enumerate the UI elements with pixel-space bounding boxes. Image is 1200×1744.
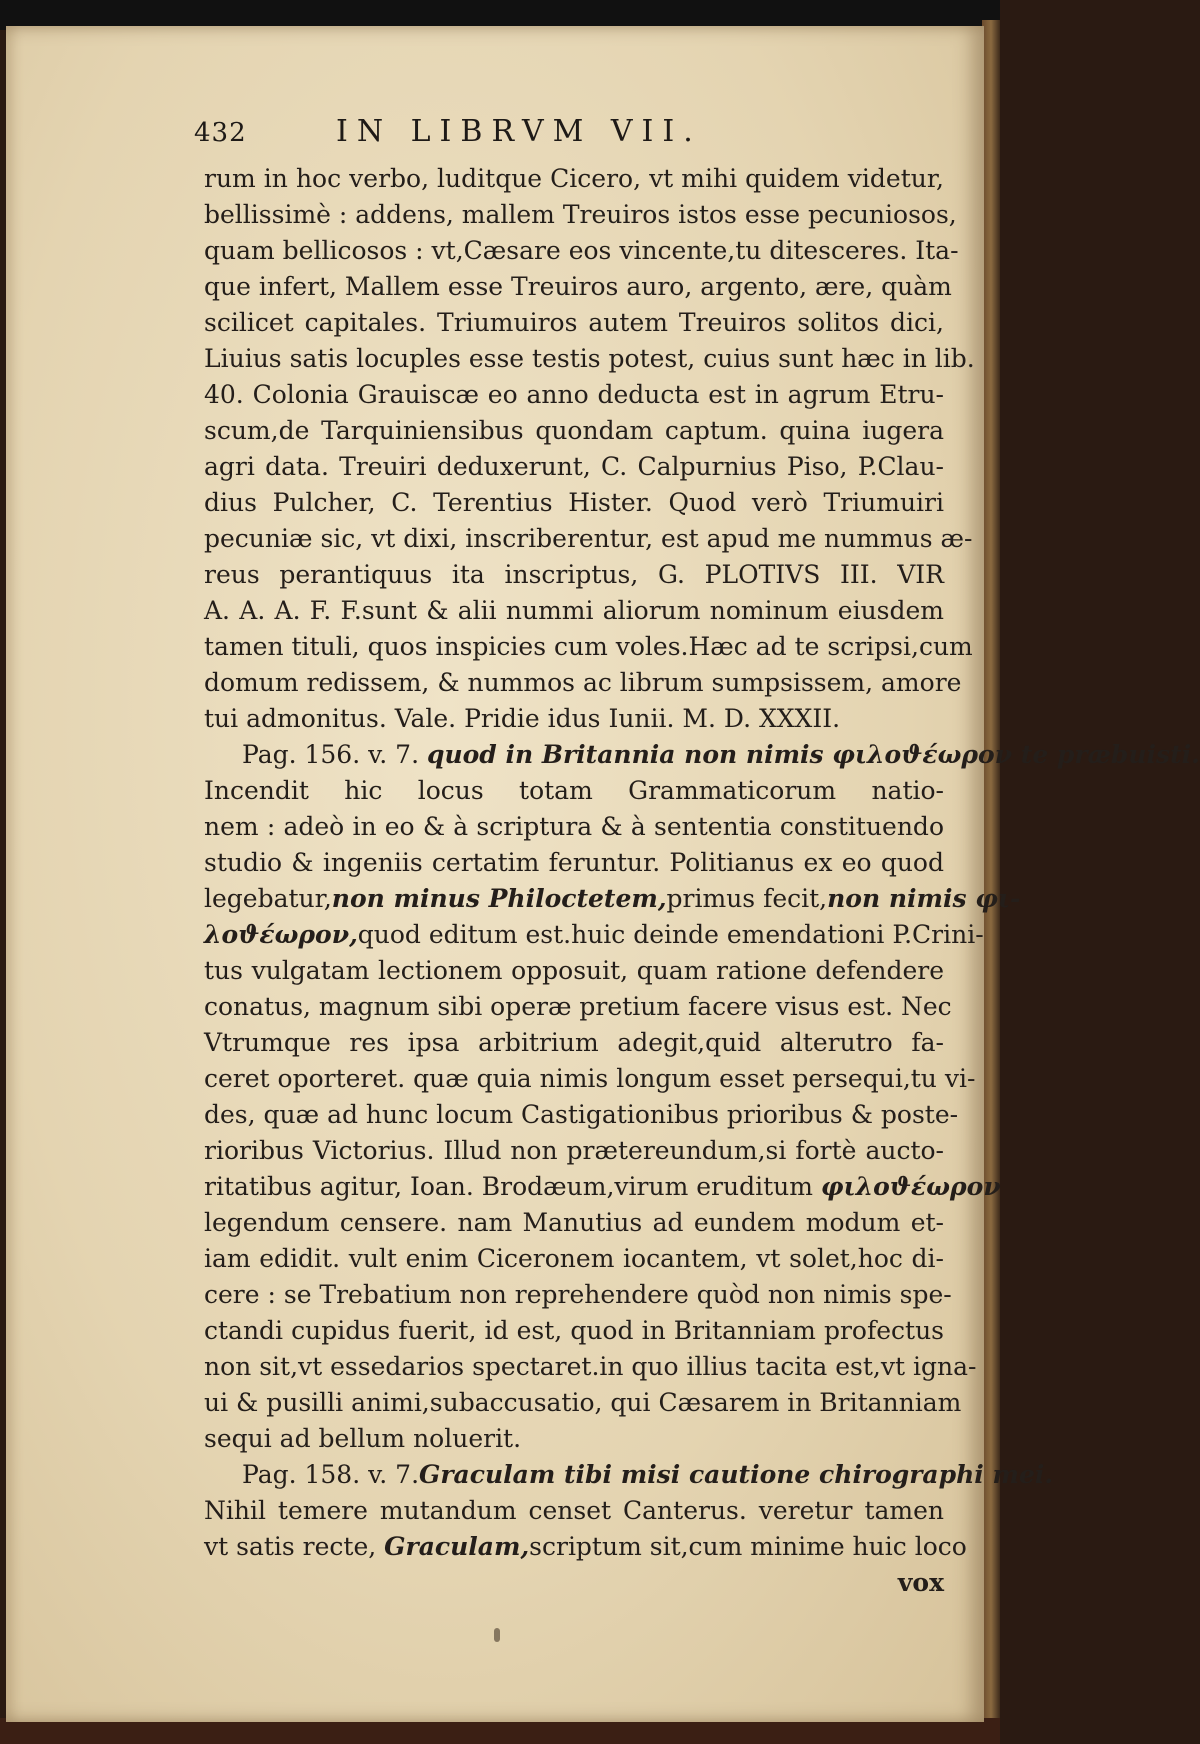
note-heading bbox=[204, 1457, 1054, 1493]
note-heading bbox=[204, 737, 1200, 773]
text-line: rioribus Victorius. Illud non prætereundum,si fortè aucto- bbox=[204, 1136, 944, 1165]
text-line: tui admonitus. Vale. Pridie idus Iunii. M. D. XXXII. bbox=[204, 704, 841, 733]
text-line: ctandi cupidus fuerit, id est, quod in Britanniam profectus bbox=[204, 1316, 944, 1345]
text-line: domum redissem, & nummos ac librum sumpsissem, amore bbox=[204, 668, 962, 697]
text-line bbox=[204, 917, 984, 953]
text-line: bellissimè : addens, mallem Treuiros istos esse pecuniosos, bbox=[204, 200, 957, 229]
text-line: scum,de Tarquiniensibus quondam captum. quina iugera bbox=[204, 416, 944, 445]
text-line bbox=[204, 881, 1021, 917]
page-reference: Pag. 156. v. 7. bbox=[242, 740, 420, 769]
text-line: A. A. A. F. F.sunt & alii nummi aliorum nominum eiusdem bbox=[204, 596, 944, 625]
text-segment: legebatur, bbox=[204, 884, 332, 913]
running-title: IN LIBRVM VII. bbox=[336, 114, 702, 149]
lemma: Graculam tibi misi cautione chirographi mei. bbox=[419, 1460, 1054, 1489]
text-line: conatus, magnum sibi operæ pretium facere visus est. Nec bbox=[204, 992, 952, 1021]
quote-segment: λοϑέωρον, bbox=[204, 920, 358, 949]
quote-segment: non nimis φι- bbox=[827, 884, 1021, 913]
text-line: agri data. Treuiri deduxerunt, C. Calpurnius Piso, P.Clau- bbox=[204, 452, 944, 481]
text-line bbox=[204, 1169, 1001, 1205]
text-line: des, quæ ad hunc locum Castigationibus prioribus & poste- bbox=[204, 1100, 959, 1129]
page-header bbox=[194, 114, 894, 154]
text-segment: primus fecit, bbox=[666, 884, 828, 913]
text-line bbox=[204, 1529, 967, 1565]
text-segment: vt satis recte, bbox=[204, 1532, 377, 1561]
text-line: Vtrumque res ipsa arbitrium adegit,quid alterutro fa- bbox=[204, 1028, 944, 1057]
text-line: non sit,vt essedarios spectaret.in quo illius tacita est,vt igna- bbox=[204, 1352, 977, 1381]
page-number: 432 bbox=[194, 118, 247, 148]
text-line: que infert, Mallem esse Treuiros auro, argento, ære, quàm bbox=[204, 272, 952, 301]
text-line: ui & pusilli animi,subaccusatio, qui Cæsarem in Britanniam bbox=[204, 1388, 962, 1417]
text-line: sequi ad bellum noluerit. bbox=[204, 1424, 522, 1453]
text-line: legendum censere. nam Manutius ad eundem modum et- bbox=[204, 1208, 944, 1237]
text-line: Nihil temere mutandum censet Canterus. veretur tamen bbox=[204, 1496, 944, 1525]
quote-segment: Graculam, bbox=[384, 1532, 530, 1561]
lemma: quod in Britannia non nimis φιλοϑέωρον te præbuisti. bbox=[426, 740, 1200, 769]
text-line: quam bellicosos : vt,Cæsare eos vincente,tu ditesceres. Ita- bbox=[204, 236, 959, 265]
text-line: cere : se Trebatium non reprehendere quòd non nimis spe- bbox=[204, 1280, 952, 1309]
text-line: studio & ingeniis certatim feruntur. Politianus ex eo quod bbox=[204, 848, 944, 877]
text-line: tamen tituli, quos inspicies cum voles.Hæc ad te scripsi,cum bbox=[204, 632, 973, 661]
text-line: rum in hoc verbo, luditque Cicero, vt mihi quidem videtur, bbox=[204, 164, 944, 193]
text-line: scilicet capitales. Triumuiros autem Treuiros solitos dici, bbox=[204, 308, 944, 337]
text-line: nem : adeò in eo & à scriptura & à sententia constituendo bbox=[204, 812, 944, 841]
text-segment: ritatibus agitur, Ioan. Brodæum,virum eruditum bbox=[204, 1172, 813, 1201]
text-line: tus vulgatam lectionem opposuit, quam ratione defendere bbox=[204, 956, 944, 985]
text-segment: quod editum est.huic deinde emendationi P.Crini- bbox=[357, 920, 984, 949]
text-line: ceret oporteret. quæ quia nimis longum esset persequi,tu vi- bbox=[204, 1064, 976, 1093]
page-reference: Pag. 158. v. 7. bbox=[242, 1460, 420, 1489]
quote-segment: φιλοϑέωρον bbox=[820, 1172, 1001, 1201]
body-text bbox=[204, 161, 1200, 1601]
text-line: 40. Colonia Grauiscæ eo anno deducta est in agrum Etru- bbox=[204, 380, 944, 409]
text-line: iam edidit. vult enim Ciceronem iocantem, vt solet,hoc di- bbox=[204, 1244, 944, 1273]
text-line: reus perantiquus ita inscriptus, G. PLOTIVS III. VIR bbox=[204, 560, 944, 589]
text-line: dius Pulcher, C. Terentius Hister. Quod verò Triumuiri bbox=[204, 488, 944, 517]
book-page bbox=[6, 26, 1200, 1722]
catchword: vox bbox=[897, 1568, 944, 1597]
quote-segment: non minus Philoctetem, bbox=[331, 884, 667, 913]
text-line: Liuius satis locuples esse testis potest, cuius sunt hæc in lib. bbox=[204, 344, 975, 373]
text-segment: scriptum sit,cum minime huic loco bbox=[529, 1532, 967, 1561]
text-line: pecuniæ sic, vt dixi, inscriberentur, est apud me nummus æ- bbox=[204, 524, 973, 553]
ink-speck bbox=[494, 1628, 500, 1642]
text-line: Incendit hic locus totam Grammaticorum natio- bbox=[204, 776, 944, 805]
